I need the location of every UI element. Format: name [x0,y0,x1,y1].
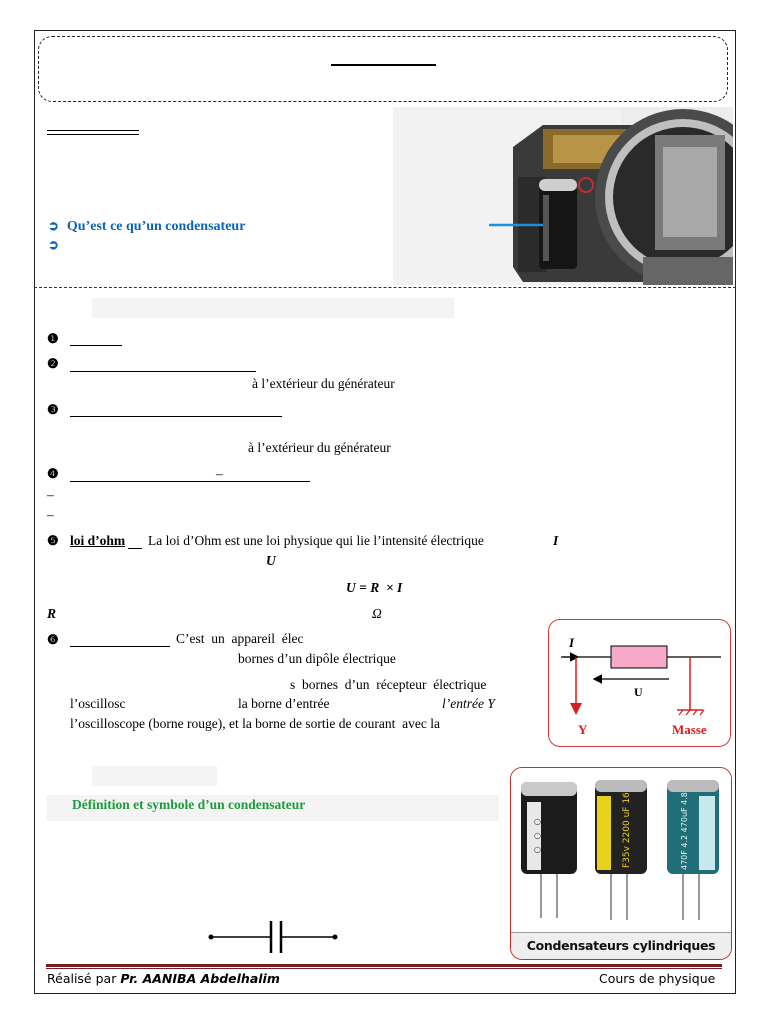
rappel-2-text: à l’extérieur du générateur [252,376,395,391]
capacitors-caption: Condensateurs cylindriques [511,932,731,959]
section-divider [34,287,736,288]
capacitors-photo [511,768,732,935]
rappel-marker-2: ❷ [47,356,59,371]
circuit-label-masse: Masse [672,722,707,737]
rappels-heading-band [92,298,454,318]
circuit-diagram-box [548,619,731,747]
capacitors-photo-box [510,767,732,960]
arrow-bullet-icon: ➲ [48,218,59,233]
rappel-marker-6: ❻ [47,632,59,647]
footer-bar [46,964,722,967]
rappel-marker-4: ❹ [47,466,59,481]
title-box [38,36,728,102]
intro-question-1: ➲ Qu’est ce qu’un condensateur [48,218,246,234]
svg-text:○: ○ [534,845,541,854]
capacitor-symbol [205,918,345,956]
rappel-6-line-7: l’oscilloscope (borne rouge), et la borne de sortie de courant avec la [70,716,440,731]
rappel-3-text: à l’extérieur du générateur [248,440,391,455]
rappel-6-line-4: l’oscillosc [70,696,126,711]
footer-bar-thin [46,968,722,969]
rappel-marker-5: ❺ [47,533,59,548]
rappel-6-line-2: bornes d’un dipôle électrique [238,651,396,666]
circuit-label-u: U [634,685,643,699]
rappel-6-line-6: l’entrée Y [442,696,495,711]
rappel-6-line-5: la borne d’entrée [238,696,330,711]
rappel-6-underline [70,646,170,647]
svg-text:○: ○ [534,831,541,840]
footer-author: Pr. AANIBA Abdelhalim [120,971,280,986]
var-u: U [266,553,276,568]
var-i: I [553,533,559,548]
footer-credit: Réalisé par Pr. AANIBA Abdelhalim [47,971,280,986]
rappel-1-underline [70,345,122,346]
intro-question-2 [48,237,67,254]
loi-ohm-text: La loi d’Ohm est une loi physique qui lie l’intensité électrique [148,533,484,548]
loi-ohm-title: loi d’ohm [70,533,126,548]
ohm-unit: Ω [372,606,382,621]
rappel-6-line-3: s bornes d’un récepteur électrique [290,677,487,692]
rappel-4-dash: – [216,466,223,481]
circuit-label-y: Y [578,722,588,737]
cap-marking-teal: 470F 4.2 470uF 4.8 [680,792,689,870]
ohm-formula: U = R × I [346,580,403,595]
rappel-4-underline [70,481,310,482]
rappel-6-line-1: C’est un appareil élec [176,631,304,646]
rappel-4-bullet-1: – [47,487,54,502]
title-underline [331,64,436,66]
intro-heading-rule-2 [47,134,139,135]
footer-course: Cours de physique [599,971,716,986]
var-r: R [47,606,57,621]
rappel-marker-3: ❸ [47,402,59,417]
rappel-4-bullet-2: – [47,507,54,522]
camera-photo [393,107,733,285]
condensateur-heading-band [92,766,217,786]
intro-heading-rule [47,130,139,131]
circuit-label-i: I [569,635,575,650]
arrow-bullet-icon: ➲ [48,237,59,252]
circuit-diagram [549,620,732,748]
loi-ohm-underline-tail [128,548,142,549]
svg-text:○: ○ [534,817,541,826]
condensateur-section-title: Définition et symbole d’un condensateur [72,797,306,812]
rappel-marker-1: ❶ [47,331,59,346]
rappel-2-underline [70,371,256,372]
rappel-3-underline [70,416,282,417]
cap-marking-yellow: F35v 2200 uF 16 [622,792,632,868]
